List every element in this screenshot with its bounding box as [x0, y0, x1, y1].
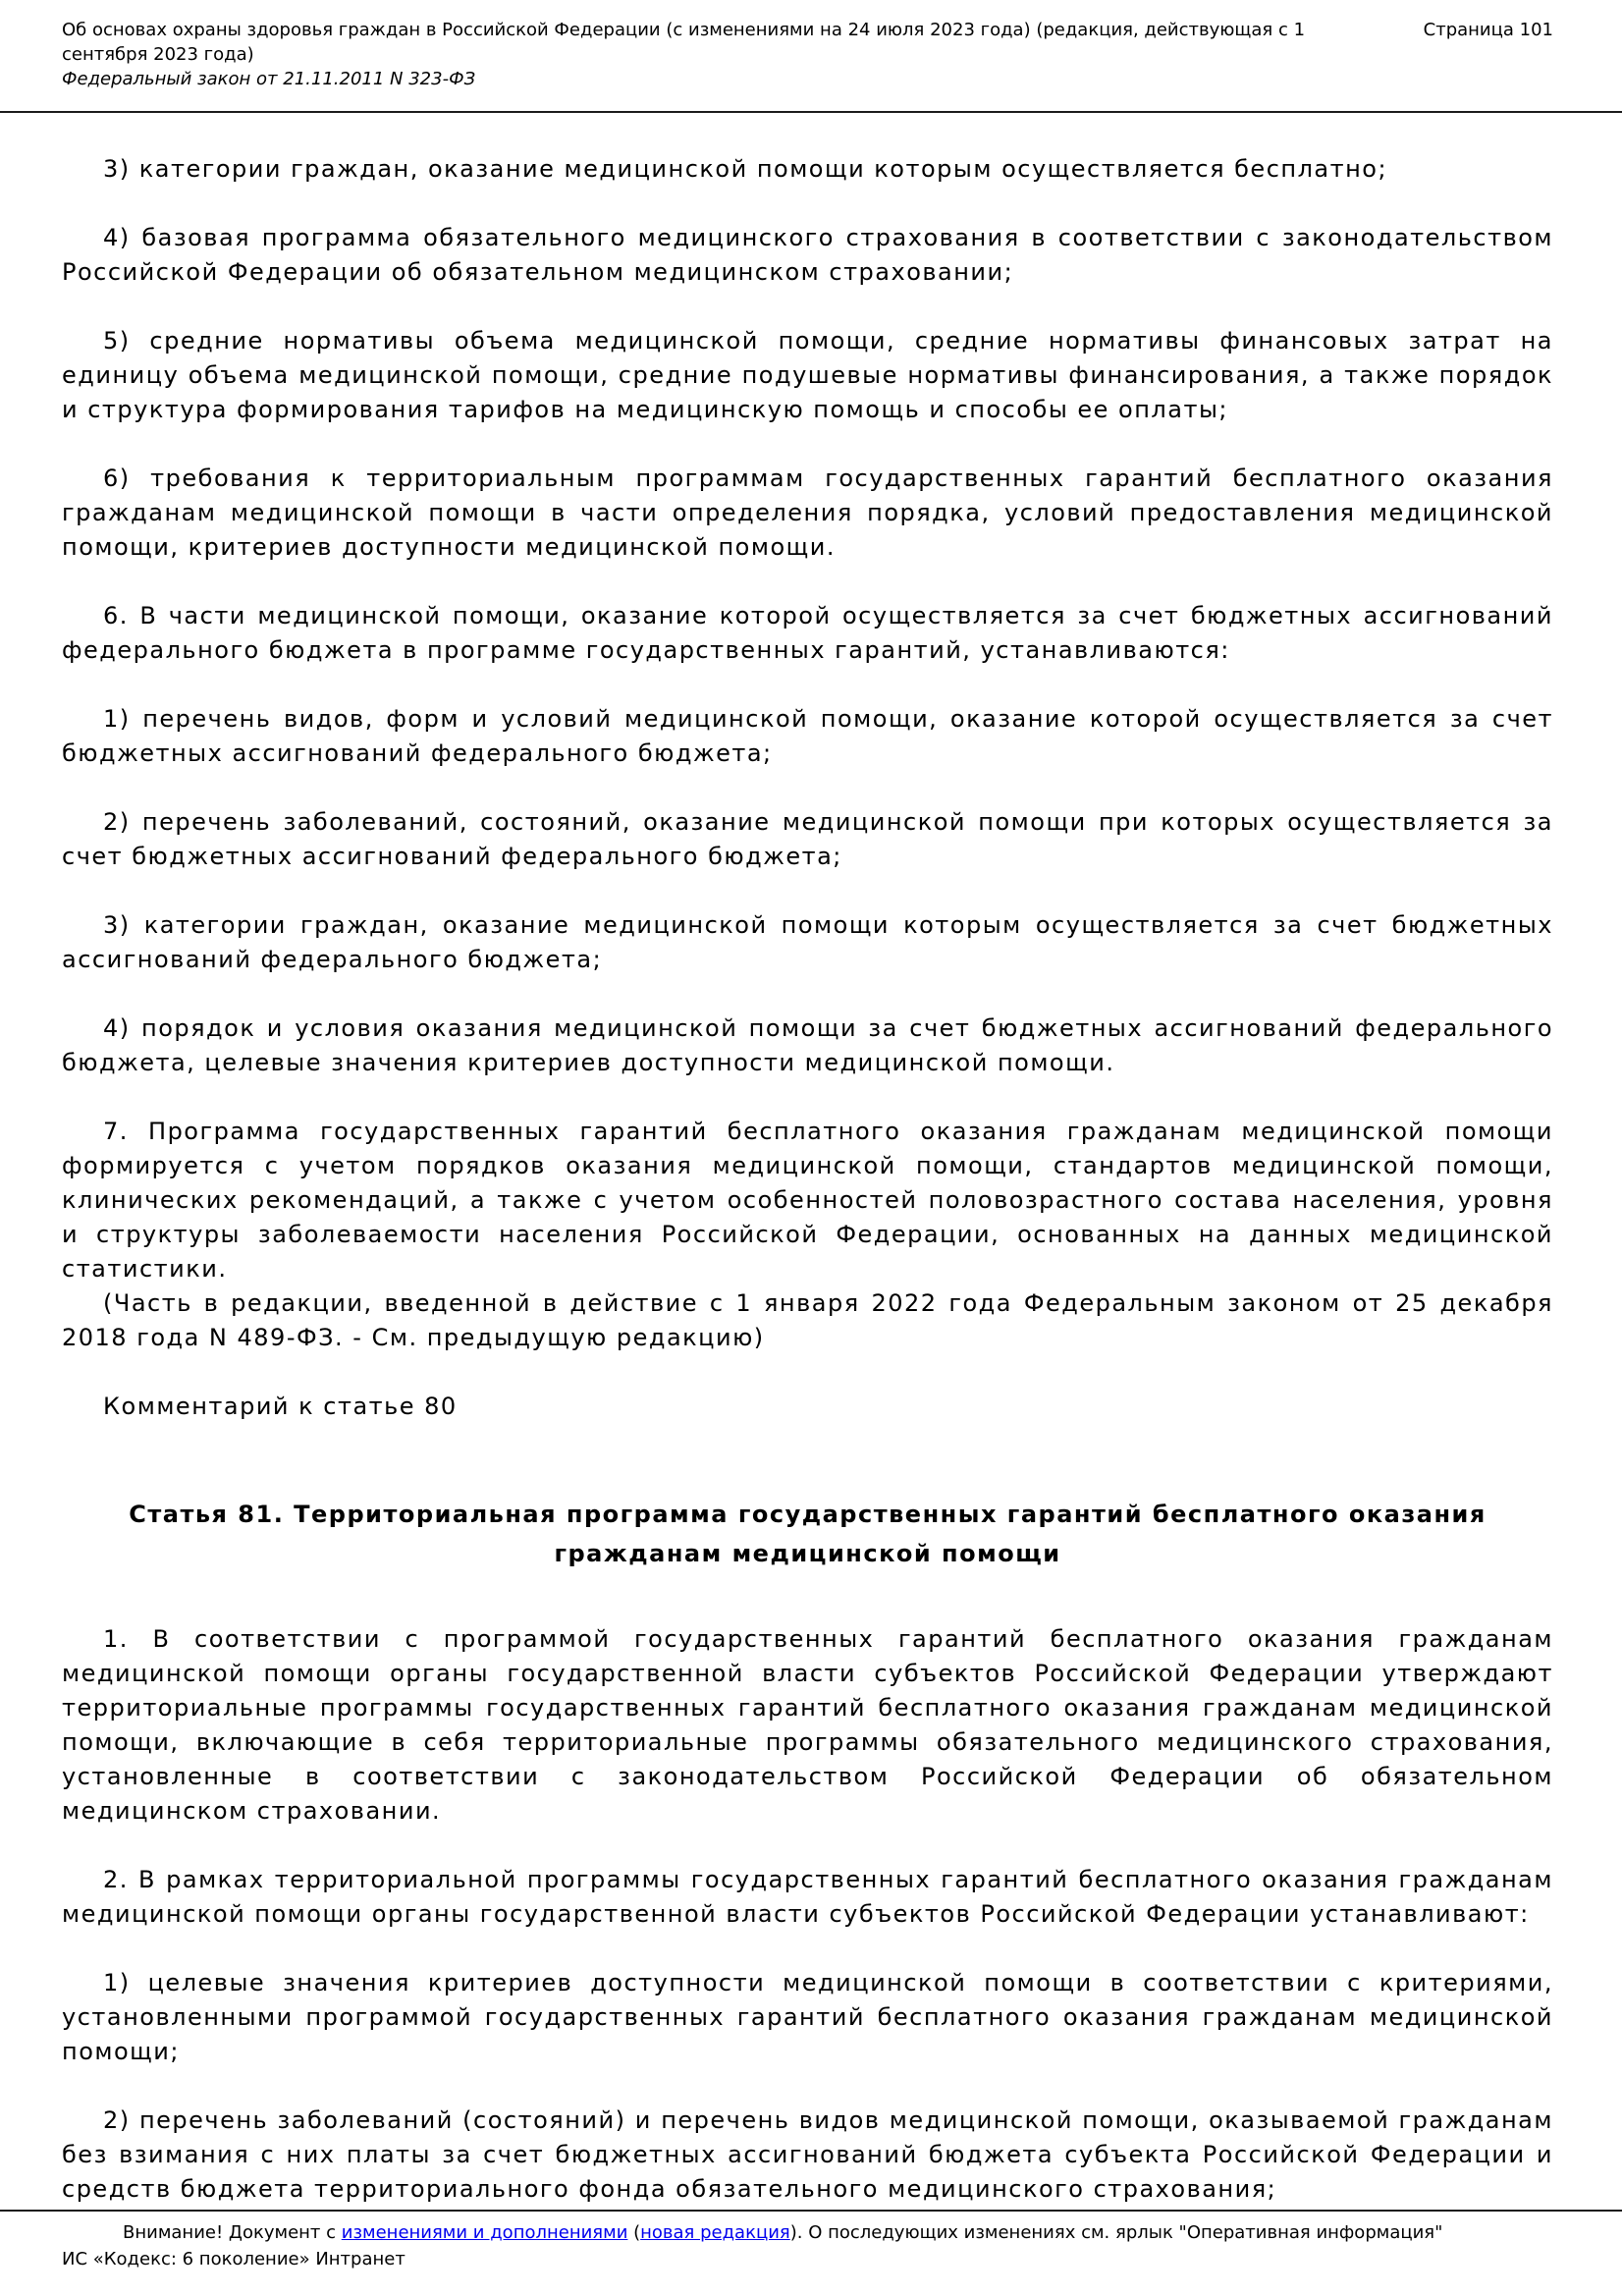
article-heading: Статья 81. Территориальная программа государственных гарантий бесплатного оказания гражданам медицинской помощи: [129, 1501, 1487, 1567]
header-title-block: [62, 18, 1333, 91]
page-number: Страница 101: [1423, 20, 1553, 40]
page-header: [0, 0, 1622, 91]
paragraph: 4) порядок и условия оказания медицинской помощи за счет бюджетных ассигнований федерального бюджета, целевые значения критериев доступности медицинской помощи.: [62, 1014, 1553, 1076]
revision-note: (Часть в редакции, введенной в действие с 1 января 2022 года Федеральным законом от 25 декабря 2018 года N 489-ФЗ. - См. предыдущую редакцию): [62, 1289, 1553, 1351]
footer-notice: [62, 2219, 1553, 2246]
document-title: Об основах охраны здоровья граждан в Российской Федерации (с изменениями на 24 июля 2023 года) (редакция, действующая с 1 сентября 2023 года): [62, 20, 1306, 65]
document-subtitle: Федеральный закон от 21.11.2011 N 323-ФЗ: [62, 69, 476, 89]
changes-and-additions-link[interactable]: изменениями и дополнениями: [341, 2222, 628, 2243]
footer-notice-text-prefix: Внимание! Документ с: [123, 2222, 342, 2243]
page-footer: [0, 2210, 1622, 2272]
comment-reference: Комментарий к статье 80: [103, 1393, 458, 1420]
footer-notice-text-suffix: ). О последующих изменениях см. ярлык "Оперативная информация": [789, 2222, 1443, 2243]
paragraph: 1) целевые значения критериев доступности медицинской помощи в соответствии с критериями, установленными программой государственных гарантий бесплатного оказания гражданам медицинской помощи;: [62, 1969, 1553, 2065]
paragraph: 3) категории граждан, оказание медицинской помощи которым осуществляется за счет бюджетных ассигнований федерального бюджета;: [62, 911, 1553, 973]
new-edition-link[interactable]: новая редакция: [640, 2222, 790, 2243]
paragraph: 2) перечень заболеваний, состояний, оказание медицинской помощи при которых осуществляется за счет бюджетных ассигнований федерального бюджета;: [62, 808, 1553, 870]
paragraph: 1. В соответствии с программой государственных гарантий бесплатного оказания гражданам медицинской помощи органы государственной власти субъектов Российской Федерации утверждают территориальные программы государственных гарантий бесплатного оказания гражданам медицинской помощи, включающие в себя территориальные программы обязательного медицинского страхования, установленные в соответствии с законодательством Российской Федерации об обязательном медицинском страховании.: [62, 1625, 1553, 1825]
footer-notice-text-mid: (: [627, 2222, 641, 2243]
paragraph: 2) перечень заболеваний (состояний) и перечень видов медицинской помощи, оказываемой гражданам без взимания с них платы за счет бюджетных ассигнований бюджета субъекта Российской Федерации и средств бюджета территориального фонда обязательного медицинского страхования;: [62, 2106, 1553, 2203]
paragraph: 1) перечень видов, форм и условий медицинской помощи, оказание которой осуществляется за счет бюджетных ассигнований федерального бюджета;: [62, 705, 1553, 767]
paragraph: 2. В рамках территориальной программы государственных гарантий бесплатного оказания гражданам медицинской помощи органы государственной власти субъектов Российской Федерации устанавливают:: [62, 1866, 1553, 1928]
paragraph: 7. Программа государственных гарантий бесплатного оказания гражданам медицинской помощи формируется с учетом порядков оказания медицинской помощи, стандартов медицинской помощи, клинических рекомендаций, а также с учетом особенностей половозрастного состава населения, уровня и структуры заболеваемости населения Российской Федерации, основанных на данных медицинской статистики.: [62, 1118, 1553, 1283]
paragraph: 3) категории граждан, оказание медицинской помощи которым осуществляется бесплатно;: [103, 155, 1388, 183]
paragraph: 5) средние нормативы объема медицинской помощи, средние нормативы финансовых затрат на единицу объема медицинской помощи, средние подушевые нормативы финансирования, а также порядок и структура формирования тарифов на медицинскую помощь и способы ее оплаты;: [62, 327, 1553, 423]
paragraph: 6. В части медицинской помощи, оказание которой осуществляется за счет бюджетных ассигнований федерального бюджета в программе государственных гарантий, устанавливаются:: [62, 602, 1553, 664]
footer-source-label: ИС «Кодекс: 6 поколение» Интранет: [62, 2249, 406, 2269]
document-body: [0, 113, 1622, 2207]
paragraph: 4) базовая программа обязательного медицинского страхования в соответствии с законодательством Российской Федерации об обязательном медицинском страховании;: [62, 224, 1553, 286]
paragraph: 6) требования к территориальным программам государственных гарантий бесплатного оказания гражданам медицинской помощи в части определения порядка, условий предоставления медицинской помощи, критериев доступности медицинской помощи.: [62, 465, 1553, 561]
